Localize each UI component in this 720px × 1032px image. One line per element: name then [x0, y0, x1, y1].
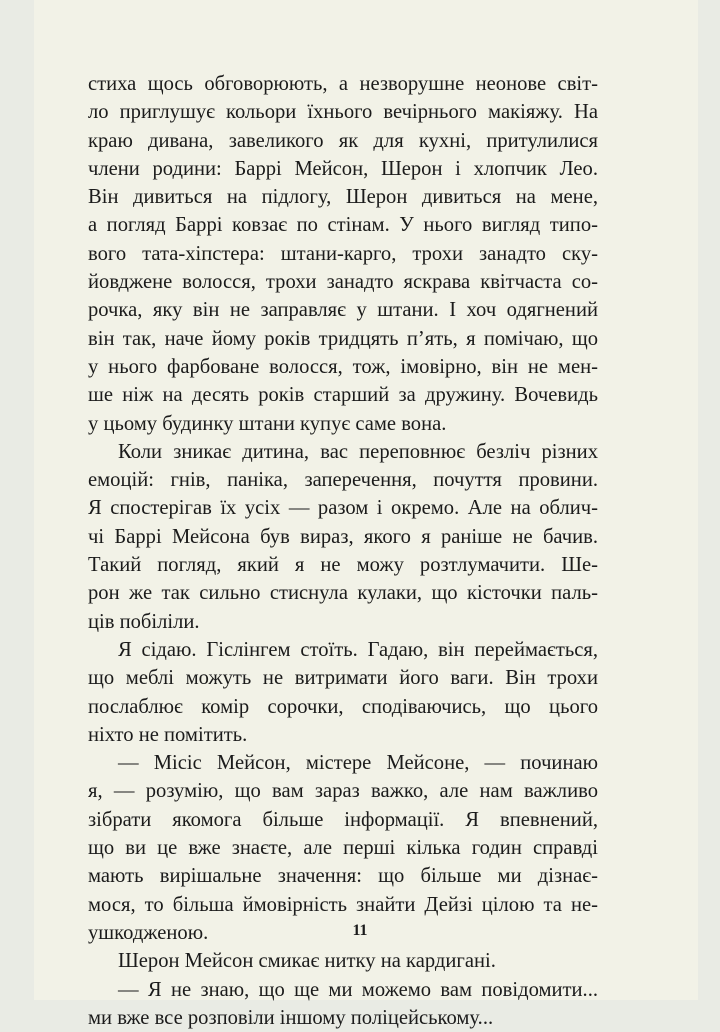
- page-number: 11: [352, 922, 368, 939]
- text-line: що ви це вже знаєте, але перші кілька годин справді: [88, 837, 598, 860]
- text-line: ніхто не помітить.: [88, 723, 248, 746]
- text-line: члени родини: Баррі Мейсон, Шерон і хлопчик Лео.: [88, 157, 598, 180]
- text-line: Я спостерігав їх усіх — разом і окремо. Але на облич-: [88, 497, 598, 520]
- text-line: чі Баррі Мейсона був вираз, якого я раніше не бачив.: [88, 525, 598, 548]
- text-line: ців побіліли.: [88, 610, 200, 633]
- text-line: ми вже все розповіли іншому поліцейському...: [88, 1006, 494, 1029]
- text-line: Такий погляд, який я не можу розтлумачити. Ше-: [88, 554, 598, 577]
- text-line: а погляд Баррі ковзає по стінам. У нього вигляд типо-: [88, 214, 598, 237]
- text-line: рон же так сильно стиснула кулаки, що кісточки паль-: [88, 582, 598, 605]
- text-line: Я сідаю. Гіслінгем стоїть. Гадаю, він переймається,: [118, 638, 598, 661]
- text-line: Коли зникає дитина, вас переповнює безліч різних: [118, 440, 598, 463]
- text-line: я, — розумію, що вам зараз важко, але нам важливо: [88, 780, 598, 803]
- text-line: що меблі можуть не витримати його ваги. Він трохи: [88, 667, 598, 690]
- text-line: емоцій: гнів, паніка, заперечення, почуття провини.: [88, 469, 598, 492]
- text-line: Шерон Мейсон смикає нитку на кардигані.: [118, 950, 496, 973]
- text-line: краю дивана, завеликого як для кухні, притулилися: [88, 129, 598, 152]
- text-line: послаблює комір сорочки, сподіваючись, що цього: [88, 695, 598, 718]
- text-line: Він дивиться на підлогу, Шерон дивиться на мене,: [88, 186, 598, 209]
- text-line: — Я не знаю, що ще ми можемо вам повідомити...: [118, 978, 598, 1001]
- text-line: у нього фарбоване волосся, тож, імовірно, він не мен-: [88, 355, 598, 378]
- text-line: мають вирішальне значення: що більше ми дізнає-: [88, 865, 598, 888]
- text-line: ушкодженою.: [88, 921, 209, 944]
- text-line: ше ніж на десять років старший за дружину. Вочевидь: [88, 384, 598, 407]
- text-line: рочка, яку він не заправляє у штани. І хоч одягнений: [88, 299, 598, 322]
- text-line: — Місіс Мейсон, містере Мейсоне, — починаю: [118, 752, 598, 775]
- text-line: стиха щось обговорюють, а незворушне неонове світ-: [88, 73, 598, 95]
- text-line: ло приглушує кольори їхнього вечірнього макіяжу. На: [88, 101, 598, 124]
- text-line: вого тата-хіпстера: штани-карго, трохи занадто ску-: [88, 242, 598, 265]
- text-line: йовджене волосся, трохи занадто яскрава квітчаста со-: [88, 271, 598, 294]
- body-text: [88, 70, 598, 1032]
- text-line: зібрати якомога більше інформації. Я впевнений,: [88, 808, 598, 831]
- text-line: у цьому будинку штани купує саме вона.: [88, 412, 447, 435]
- text-line: він так, наче йому років тридцять п’ять, я помічаю, що: [88, 327, 598, 350]
- text-line: мося, то більша ймовірність знайти Дейзі цілою та не-: [88, 893, 598, 916]
